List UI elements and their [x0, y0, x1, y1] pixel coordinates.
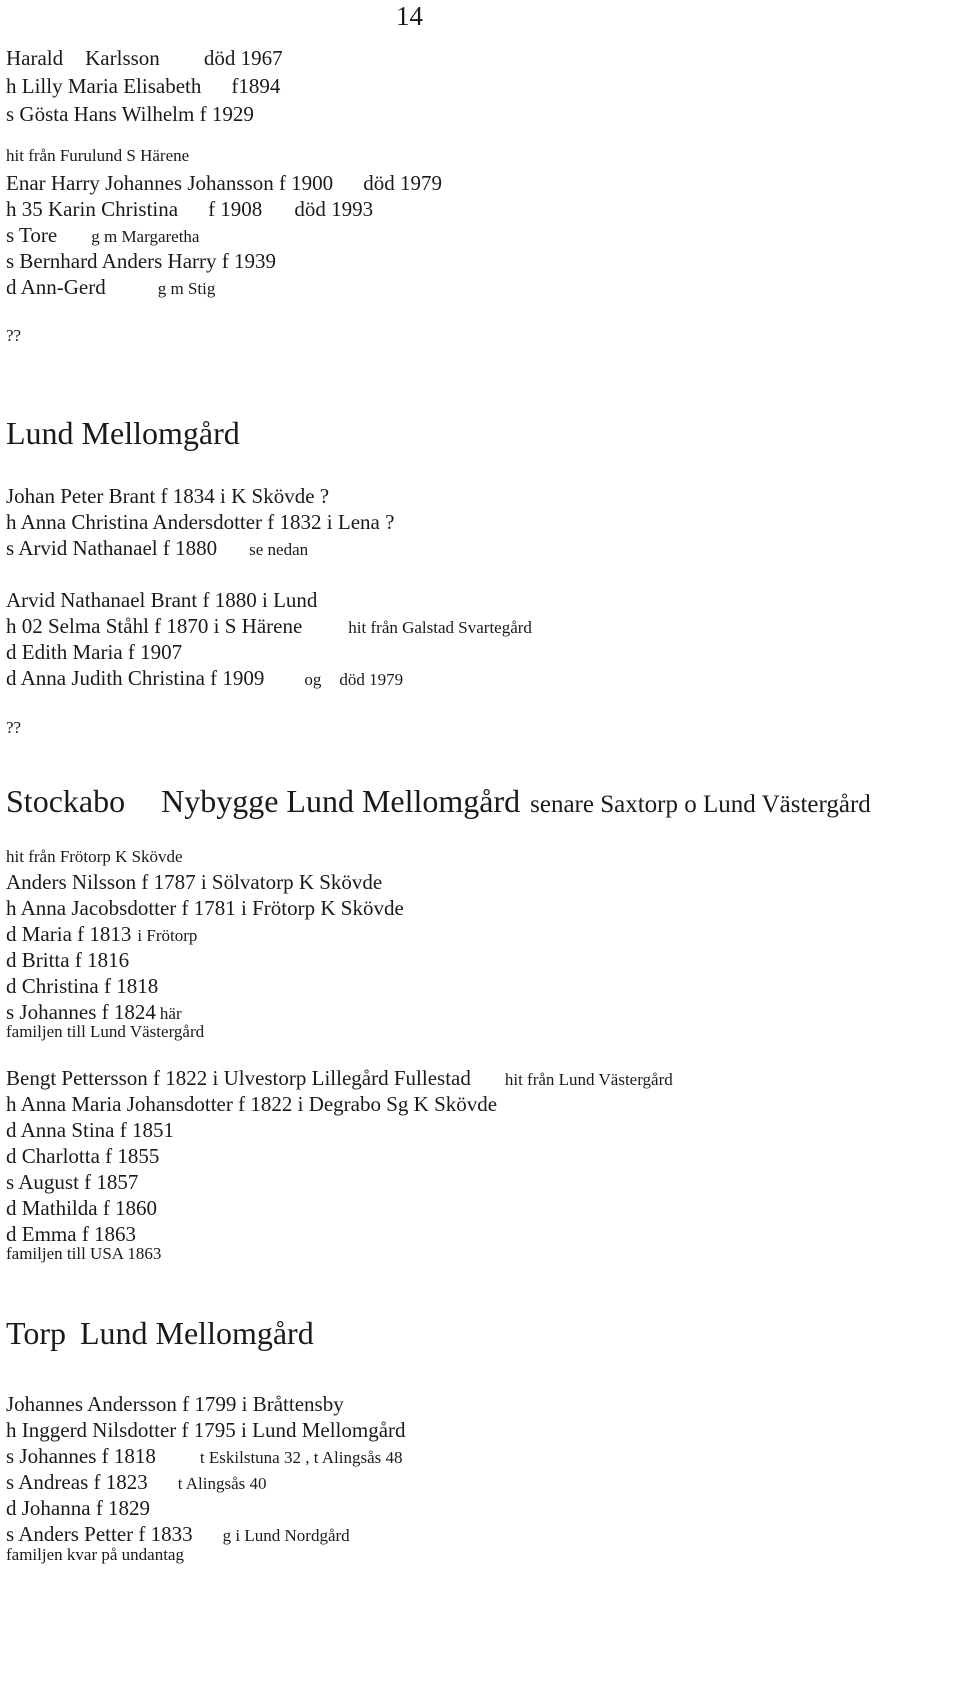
entry-line	[6, 1524, 350, 1545]
name-text: s Andreas f 1823	[6, 1470, 148, 1494]
entry-line	[6, 1446, 403, 1467]
name-text: d Anna Judith Christina f 1909	[6, 666, 265, 690]
name-text: s Tore	[6, 223, 58, 247]
entry-line: d Christina f 1818	[6, 974, 159, 998]
name-text: h 35 Karin Christina	[6, 197, 179, 221]
title-text: Torp	[6, 1315, 66, 1351]
note-line: familjen till Lund Västergård	[6, 1022, 205, 1041]
note-text: se nedan	[249, 540, 309, 559]
entry-line	[6, 76, 280, 97]
name-text: s Anders Petter f 1833	[6, 1522, 193, 1546]
birth-text: f1894	[231, 74, 281, 98]
entry-line	[6, 225, 199, 246]
entry-line	[6, 668, 403, 689]
section-title	[6, 785, 871, 817]
entry-line: h Inggerd Nilsdotter f 1795 i Lund Mellomgård	[6, 1418, 406, 1442]
note-line: familjen kvar på undantag	[6, 1545, 184, 1564]
entry-line: Johannes Andersson f 1799 i Bråttensby	[6, 1392, 344, 1416]
entry-line	[6, 924, 197, 945]
entry-line: Anders Nilsson f 1787 i Sölvatorp K Skövde	[6, 870, 383, 894]
entry-line	[6, 277, 215, 298]
death-text: död 1979	[339, 670, 404, 689]
entry-line: s Gösta Hans Wilhelm f 1929	[6, 102, 254, 126]
note-text: og	[304, 670, 322, 689]
entry-line: Johan Peter Brant f 1834 i K Skövde ?	[6, 484, 330, 508]
name-text: Bengt Pettersson f 1822 i Ulvestorp Lillegård Fullestad	[6, 1066, 471, 1090]
name-text: d Ann-Gerd	[6, 275, 106, 299]
title-text: Nybygge Lund Mellomgård	[161, 783, 521, 819]
question-mark: ??	[6, 326, 22, 345]
section-title	[6, 1317, 314, 1349]
section-title: Lund Mellomgård	[6, 415, 240, 451]
note-text: t Alingsås 40	[177, 1474, 267, 1493]
entry-line	[6, 1002, 182, 1023]
name-text: Harald	[6, 46, 64, 70]
entry-line: Arvid Nathanael Brant f 1880 i Lund	[6, 588, 318, 612]
note-text: hit från Galstad Svartegård	[348, 618, 532, 637]
name-text: s Johannes f 1824	[6, 1000, 156, 1024]
entry-line: h Anna Jacobsdotter f 1781 i Frötorp K Skövde	[6, 896, 404, 920]
entry-line: h Anna Maria Johansdotter f 1822 i Degrabo Sg K Skövde	[6, 1092, 498, 1116]
entry-line	[6, 1068, 673, 1089]
entry-line: d Johanna f 1829	[6, 1496, 151, 1520]
entry-line	[6, 616, 532, 637]
note-text: i Frötorp	[137, 926, 198, 945]
title-text: Stockabo	[6, 783, 126, 819]
entry-line	[6, 48, 283, 69]
title-text: Lund Mellomgård	[79, 1315, 314, 1351]
title-text: senare Saxtorp o Lund Västergård	[530, 791, 871, 818]
note-line: hit från Furulund S Härene	[6, 146, 190, 165]
birth-text: f 1908	[208, 197, 263, 221]
death-text: död 1967	[203, 46, 283, 70]
death-text: död 1993	[294, 197, 374, 221]
name-text: Karlsson	[85, 46, 160, 70]
name-text: s Arvid Nathanael f 1880	[6, 536, 218, 560]
note-text: här	[159, 1004, 182, 1023]
entry-line: d Mathilda f 1860	[6, 1196, 158, 1220]
name-text: h Lilly Maria Elisabeth	[6, 74, 202, 98]
note-text: t Eskilstuna 32 , t Alingsås 48	[199, 1448, 403, 1467]
note-line: familjen till USA 1863	[6, 1244, 162, 1263]
note-text: g i Lund Nordgård	[222, 1526, 350, 1545]
entry-line: d Anna Stina f 1851	[6, 1118, 174, 1142]
entry-line: d Emma f 1863	[6, 1222, 137, 1246]
entry-line	[6, 1472, 267, 1493]
name-text: h 02 Selma Ståhl f 1870 i S Härene	[6, 614, 303, 638]
entry-line: d Britta f 1816	[6, 948, 130, 972]
name-text: d Maria f 1813	[6, 922, 132, 946]
note-text: g m Stig	[157, 279, 216, 298]
death-text: död 1979	[363, 171, 442, 195]
note-text: hit från Lund Västergård	[504, 1070, 673, 1089]
entry-line: h Anna Christina Andersdotter f 1832 i Lena ?	[6, 510, 395, 534]
entry-line	[6, 199, 373, 220]
entry-line: d Edith Maria f 1907	[6, 640, 183, 664]
question-mark: ??	[6, 718, 22, 737]
name-text: s Johannes f 1818	[6, 1444, 156, 1468]
note-line: hit från Frötorp K Skövde	[6, 847, 183, 866]
entry-line	[6, 173, 442, 194]
name-text: Enar Harry Johannes Johansson f 1900	[6, 171, 334, 195]
entry-line: s August f 1857	[6, 1170, 139, 1194]
page-number: 14	[396, 1, 423, 31]
entry-line: s Bernhard Anders Harry f 1939	[6, 249, 277, 273]
entry-line: d Charlotta f 1855	[6, 1144, 160, 1168]
entry-line	[6, 538, 308, 559]
note-text: g m Margaretha	[91, 227, 200, 246]
